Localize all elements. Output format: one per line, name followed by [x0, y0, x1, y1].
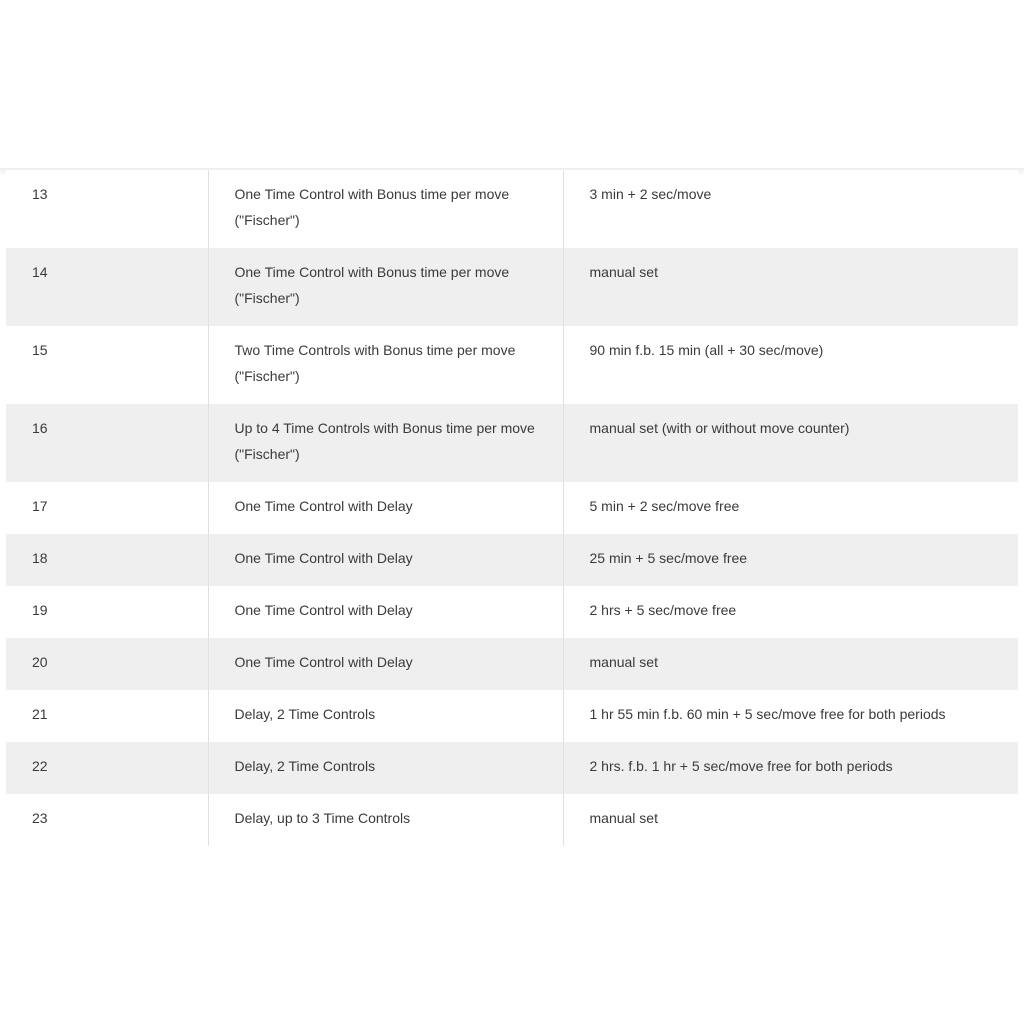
setting-cell: 90 min f.b. 15 min (all + 30 sec/move) [563, 326, 1018, 404]
row-number-cell: 15 [32, 342, 48, 358]
setting-cell: 1 hr 55 min f.b. 60 min + 5 sec/move free for both periods [563, 690, 1018, 742]
row-number-cell: 17 [32, 498, 48, 514]
mode-cell: Up to 4 Time Controls with Bonus time per move ("Fischer") [208, 404, 563, 482]
row-number-cell: 20 [32, 654, 48, 670]
mode-cell: One Time Control with Bonus time per move ("Fischer") [208, 248, 563, 326]
table-row [6, 534, 1018, 586]
mode-cell: Delay, up to 3 Time Controls [208, 794, 563, 846]
setting-cell: 2 hrs. f.b. 1 hr + 5 sec/move free for both periods [563, 742, 1018, 794]
setting-cell: 5 min + 2 sec/move free [563, 482, 1018, 534]
time-controls-table [6, 170, 1018, 846]
mode-cell: Two Time Controls with Bonus time per move ("Fischer") [208, 326, 563, 404]
table-row [6, 404, 1018, 482]
setting-cell: manual set (with or without move counter) [563, 404, 1018, 482]
row-number-cell: 18 [32, 550, 48, 566]
mode-cell: One Time Control with Delay [208, 586, 563, 638]
mode-cell: One Time Control with Bonus time per move ("Fischer") [208, 170, 563, 248]
row-number-cell: 19 [32, 602, 48, 618]
setting-cell: 25 min + 5 sec/move free [563, 534, 1018, 586]
table-row [6, 586, 1018, 638]
row-number-cell: 16 [32, 420, 48, 436]
time-controls-table-container [6, 170, 1018, 846]
row-number-cell: 13 [32, 186, 48, 202]
table-row [6, 638, 1018, 690]
row-number-cell: 22 [32, 758, 48, 774]
table-row [6, 248, 1018, 326]
table-row [6, 326, 1018, 404]
mode-cell: Delay, 2 Time Controls [208, 690, 563, 742]
table-row [6, 170, 1018, 248]
setting-cell: manual set [563, 248, 1018, 326]
table-row [6, 690, 1018, 742]
setting-cell: manual set [563, 794, 1018, 846]
setting-cell: 3 min + 2 sec/move [563, 170, 1018, 248]
setting-cell: manual set [563, 638, 1018, 690]
mode-cell: One Time Control with Delay [208, 638, 563, 690]
row-number-cell: 21 [32, 706, 48, 722]
mode-cell: Delay, 2 Time Controls [208, 742, 563, 794]
mode-cell: One Time Control with Delay [208, 482, 563, 534]
mode-cell: One Time Control with Delay [208, 534, 563, 586]
table-row [6, 794, 1018, 846]
table-row [6, 482, 1018, 534]
setting-cell: 2 hrs + 5 sec/move free [563, 586, 1018, 638]
row-number-cell: 14 [32, 264, 48, 280]
row-number-cell: 23 [32, 810, 48, 826]
table-row [6, 742, 1018, 794]
